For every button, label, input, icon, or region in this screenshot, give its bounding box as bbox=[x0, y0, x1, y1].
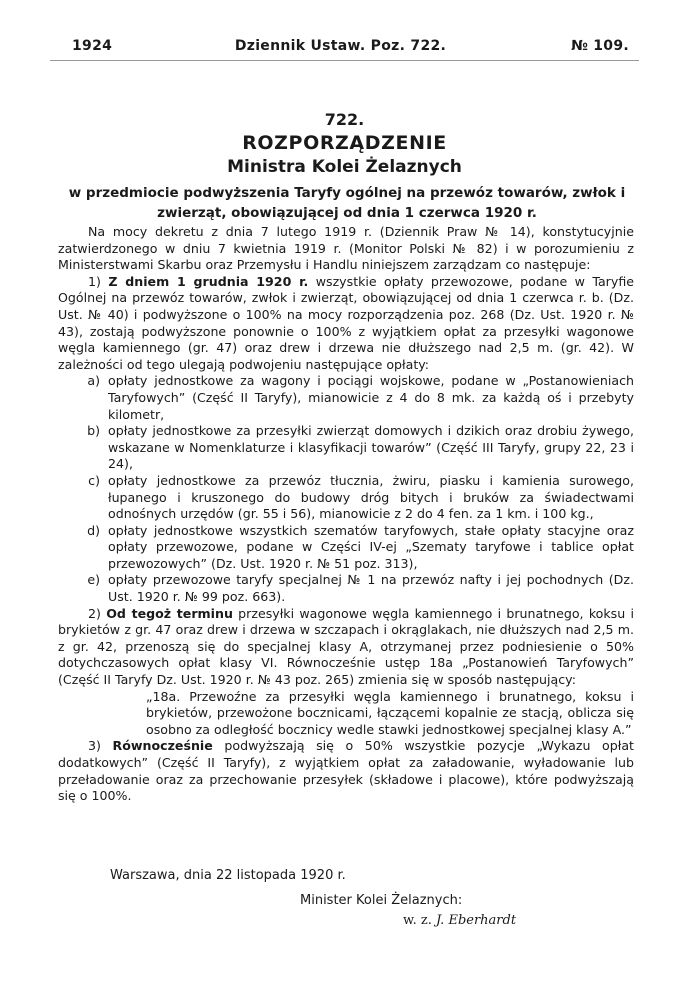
list-item-text: opłaty jednostkowe za przesyłki zwierząt domowych i dzikich oraz drobiu żywego, wskazane w Nomenklaturze i klasyfikacji towarów” (Część III Taryfy, grupy 22, 23 i 24), bbox=[108, 423, 634, 472]
document-issuer: Ministra Kolei Żelaznych bbox=[227, 157, 462, 177]
amended-clause-quote: „18a. Przewoźne za przesyłki węgla kamiennego i brunatnego, koksu i brykietów, przewożone bocznicami, łączącemi kopalnie ze stacją, oblicza się osobno za odległość bocznicy wedle stawki jednostkowej specjalnej klasy A.” bbox=[146, 688, 634, 737]
list-item-text: opłaty jednostkowe za przewóz tłucznia, żwiru, piasku i kamienia surowego, łupanego i kruszonego do budowy dróg bitych i bruków za świadectwami odnośnych urzędów (gr. 55 i 56), mianowicie z 2 do 4 fen. za 1 km. i 100 kg., bbox=[108, 472, 634, 522]
list-item bbox=[58, 572, 634, 605]
section-1 bbox=[58, 274, 634, 374]
header-issue-number: № 109. bbox=[570, 38, 629, 54]
section-1-lead: Z dniem 1 grudnia 1920 r. bbox=[108, 273, 309, 289]
position-number: 722. bbox=[324, 110, 365, 129]
section-2 bbox=[58, 606, 634, 689]
list-item bbox=[58, 423, 634, 473]
section-3-lead: Równocześnie bbox=[112, 738, 213, 754]
section-2-lead: Od tegoż terminu bbox=[106, 605, 233, 621]
list-item-label: b) bbox=[87, 423, 100, 439]
list-item bbox=[58, 473, 634, 523]
intro-paragraph: Na mocy dekretu z dnia 7 lutego 1919 r. (Dziennik Praw № 14), konstytucyjnie zatwierdzonego w dniu 7 kwietnia 1919 r. (Monitor Polski № 82) i w porozumieniu z Ministerstwami Skarbu oraz Przemysłu i Handlu niniejszem zarządzam co następuje: bbox=[58, 224, 634, 273]
list-item-text: opłaty jednostkowe za wagony i pociągi wojskowe, podane w „Postanowieniach Taryfowych” (Część II Taryfy), mianowicie z 4 do 8 mk. za każdą oś i przebyty kilometr, bbox=[108, 373, 634, 422]
list-item-label: d) bbox=[87, 522, 100, 538]
list-item-label: e) bbox=[87, 572, 100, 588]
list-item-text: opłaty jednostkowe wszystkich szematów taryfowych, stałe opłaty stacyjne oraz opłaty przewozowe, podane w Części IV-ej „Szematy taryfowe i tablice opłat przewozowych” (Dz. Ust. 1920 r. № 51 poz. 313), bbox=[108, 522, 634, 571]
section-1-label: 1) bbox=[88, 273, 101, 289]
signatory-name bbox=[403, 913, 516, 928]
list-item-label: a) bbox=[87, 373, 100, 389]
list-item bbox=[58, 523, 634, 573]
section-3-text: podwyższają się o 50% wszystkie pozycje „Wykazu opłat dodatkowych” (Część II Taryfy), z wyjątkiem opłat za załadowanie, wyładowanie lub przeładowanie oraz za przechowanie przesyłek (składowe i placowe), które podwyższają się o 100%. bbox=[58, 738, 634, 804]
section-2-label: 2) bbox=[88, 605, 101, 621]
section-3 bbox=[58, 738, 634, 804]
place-and-date: Warszawa, dnia 22 listopada 1920 r. bbox=[110, 868, 346, 883]
document-title: ROZPORZĄDZENIE bbox=[242, 132, 447, 154]
page-header bbox=[52, 38, 629, 58]
section-2-text: przesyłki wagonowe węgla kamiennego i brunatnego, koksu i brykietów z gr. 47 oraz drew i drzewa w szczapach i okrąglakach, nie dłuższych nad 2,5 m. z gr. 42, przenoszą się do specjalnej klasy A, otrzymanej przez podniesienie o 50% dotychczasowych opłat klasy VI. Równocześnie ustęp 18a „Postanowień Taryfowych” (Część II Taryfy Dz. Ust. 1920 r. № 43 poz. 265) zmienia się w sposób następujący: bbox=[58, 605, 634, 688]
document-body bbox=[58, 224, 634, 805]
signatory-surname: J. Eberhardt bbox=[435, 913, 517, 928]
signatory-role: Minister Kolei Żelaznych: bbox=[300, 893, 463, 908]
header-year: 1924 bbox=[72, 38, 113, 54]
section-1-text: wszystkie opłaty przewozowe, podane w Taryfie Ogólnej na przewóz towarów, zwłok i zwierząt, obowiązującej od dnia 1 czerwca r. b. (Dz. Ust. № 40) i podwyższone o 100% na mocy rozporządzenia poz. 268 (Dz. Ust. 1920 r. № 43), zostają podwyższone ponownie o 100% z wyjątkiem opłat za przesyłki wagonowe węgla kamiennego (gr. 47) oraz drew i drzewa nie dłuższego nad 2,5 m. (gr. 42). W zależności od tego ulegają podwojeniu następujące opłaty: bbox=[58, 273, 634, 372]
signatory-prefix: w. z. bbox=[403, 913, 432, 928]
document-topic: w przedmiocie podwyższenia Taryfy ogólnej na przewóz towarów, zwłok i zwierząt, obowiązującej od dnia 1 czerwca 1920 r. bbox=[68, 185, 626, 221]
header-divider bbox=[50, 60, 639, 61]
header-journal: Dziennik Ustaw. Poz. 722. bbox=[234, 38, 447, 54]
section-3-label: 3) bbox=[88, 738, 101, 754]
list-item-text: opłaty przewozowe taryfy specjalnej № 1 na przewóz nafty i jej pochodnych (Dz. Ust. 1920 r. № 99 poz. 663). bbox=[108, 572, 634, 605]
list-item-label: c) bbox=[88, 472, 100, 488]
list-item bbox=[58, 373, 634, 423]
